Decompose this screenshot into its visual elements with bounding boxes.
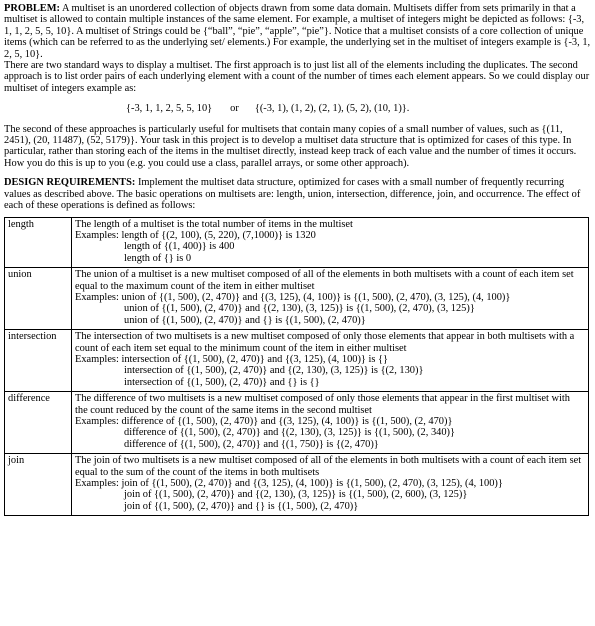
operation-description: The join of two multisets is a new multiset composed of all of the elements in both multisets with a count of each item set equal to the sum of the count of the items in both multisets: [75, 455, 582, 478]
operation-example: difference of {(1, 500), (2, 470)} and {(2, 130), (3, 125)} is {(1, 500), (2, 340)}: [124, 427, 455, 439]
operation-name: length: [5, 217, 72, 268]
table-row-join: [5, 454, 589, 516]
table-row-length: [5, 217, 589, 268]
example-list-form: {-3, 1, 1, 2, 5, 5, 10}: [126, 103, 213, 115]
operation-example: intersection of {(1, 500), (2, 470)} and {(2, 130), (3, 125)} is {(2, 130)}: [124, 365, 424, 377]
operation-description: The length of a multiset is the total number of items in the multiset: [75, 218, 353, 230]
operation-example: Examples: difference of {(1, 500), (2, 470)} and {(3, 125), (4, 100)} is {(1, 500), (2, 470)}: [75, 416, 453, 427]
task-paragraph: The second of these approaches is particularly useful for multisets that contain many copies of a small number of values, such as {(11, 2451), (20, 11487), (52, 5179)}. Your task in this project is to develop a multiset data structure that is optimized for cases of this type. In particular, rather than storing each of the items in the multiset directly, instead keep track of each value and the number of times it occurs. How you do this is up to you (e.g. you could use a class, parallel arrays, or some other approach).: [4, 123, 577, 169]
operation-example: join of {(1, 500), (2, 470)} and {} is {(1, 500), (2, 470)}: [124, 500, 359, 512]
operation-name: join: [5, 454, 72, 516]
operation-definition: [72, 330, 589, 392]
operation-name: difference: [5, 392, 72, 454]
design-label: DESIGN REQUIREMENTS:: [4, 177, 136, 189]
multiset-display-examples: [4, 103, 591, 114]
table-row-union: [5, 268, 589, 330]
operation-description: The union of a multiset is a new multiset composed of all of the elements in both multisets with a count of each item set equal to the maximum count of the item in either multiset: [75, 269, 574, 292]
table-row-intersection: [5, 330, 589, 392]
operation-definition: [72, 268, 589, 330]
operation-example: union of {(1, 500), (2, 470)} and {} is {(1, 500), (2, 470)}: [124, 314, 366, 326]
operation-description: The intersection of two multisets is a new multiset composed of only those elements that appear in both multisets with a count of each item set equal to the minimum count of the item in either multiset: [75, 331, 575, 354]
operation-example: Examples: intersection of {(1, 500), (2, 470)} and {(3, 125), (4, 100)} is {}: [75, 353, 389, 365]
operation-example: difference of {(1, 500), (2, 470)} and {(1, 750)} is {(2, 470)}: [124, 438, 379, 450]
operation-example: length of {} is 0: [124, 252, 192, 264]
design-paragraph: [4, 177, 591, 211]
operation-definition: [72, 392, 589, 454]
operation-example: Examples: join of {(1, 500), (2, 470)} and {(3, 125), (4, 100)} is {(1, 500), (2, 470), (3, 125), (4, 100)}: [75, 478, 503, 490]
operation-example: Examples: length of {(2, 100), (5, 220), (7,1000)} is 1320: [75, 229, 316, 241]
operation-definition: [72, 454, 589, 516]
operation-example: intersection of {(1, 500), (2, 470)} and {} is {}: [124, 376, 320, 388]
example-or: or: [230, 103, 239, 115]
problem-label: PROBLEM:: [4, 3, 60, 14]
example-pair-form: {(-3, 1), (1, 2), (2, 1), (5, 2), (10, 1)}.: [254, 103, 410, 115]
operation-example: length of {(1, 400)} is 400: [124, 241, 235, 253]
operation-example: Examples: union of {(1, 500), (2, 470)} and {(3, 125), (4, 100)} is {(1, 500), (2, 470), (3, 125), (4, 100)}: [75, 291, 511, 303]
problem-paragraph: [4, 3, 591, 60]
problem-text: A multiset is an unordered collection of objects drawn from some data domain. Multisets differ from sets primarily in that a multiset is allowed to contain multiple instances of the same element. For example, a multiset of integers might be depicted as follows: {-3, 1, 1, 2, 5, 5, 10}. A multiset of Strings could be {“ball”, “pie”, “apple”, “pie”}. Notice that a multiset consists of a core collection of unique items (which can be referred to as the underlying set/ elements.) For example, the underlying set in the multiset of integers example is {-3, 1, 2, 5, 10}.: [4, 3, 591, 60]
operation-name: intersection: [5, 330, 72, 392]
operation-example: union of {(1, 500), (2, 470)} and {(2, 130), (3, 125)} is {(1, 500), (2, 470), (3, 125)}: [124, 303, 475, 315]
table-row-difference: [5, 392, 589, 454]
operations-table: [4, 217, 589, 517]
operation-name: union: [5, 268, 72, 330]
design-text: Implement the multiset data structure, optimized for cases with a small number of frequently recurring values as described above. The basic operations on multisets are: length, union, intersection, difference, join, and occurrence. The effect of each of these operations is defined as follows:: [4, 177, 581, 212]
operation-example: join of {(1, 500), (2, 470)} and {(2, 130), (3, 125)} is {(1, 500), (2, 600), (3, 125)}: [124, 489, 468, 501]
operation-definition: [72, 217, 589, 268]
display-approaches-paragraph: There are two standard ways to display a multiset. The first approach is to just list all of the elements including the duplicates. The second approach is to list order pairs of each underlying element with a count of the number of times each element appears. So we could display our multiset of integers example as:: [4, 60, 590, 94]
operation-description: The difference of two multisets is a new multiset composed of only those elements that appear in the first multiset with the count reduced by the count of the same items in the second multiset: [75, 393, 570, 416]
